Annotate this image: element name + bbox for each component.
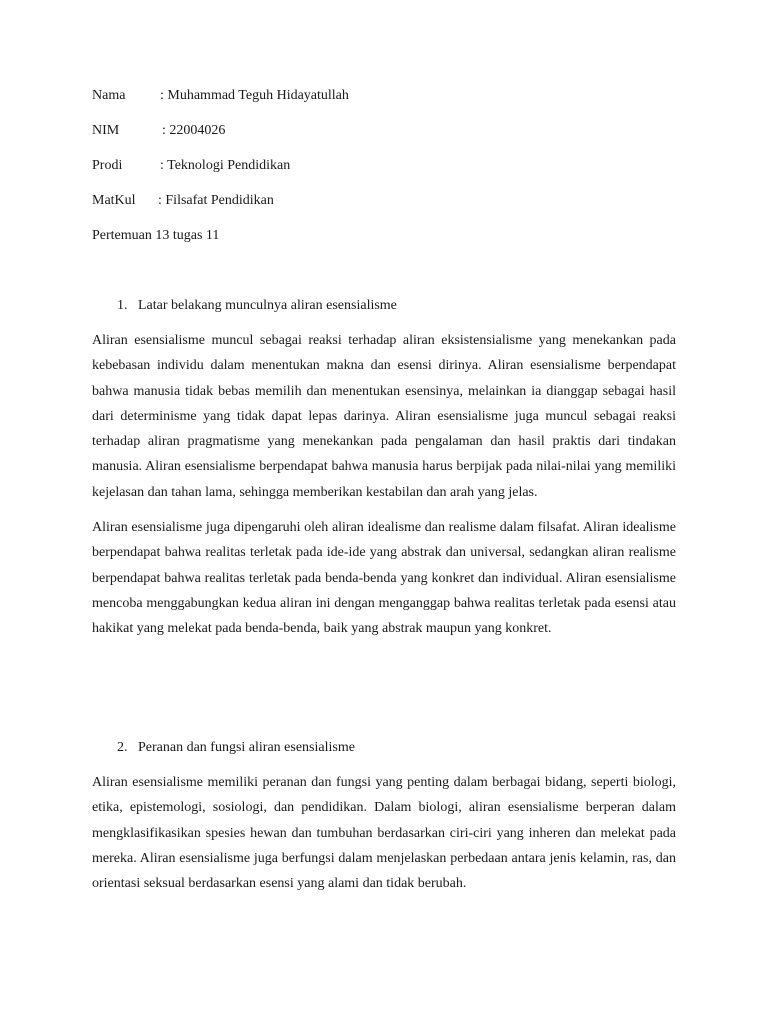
nim-row [92, 121, 676, 156]
name-value: : Muhammad Teguh Hidayatullah [160, 88, 349, 103]
nim-value: : 22004026 [162, 123, 226, 138]
section-heading [117, 738, 676, 758]
section-heading [117, 296, 676, 316]
section-title: Peranan dan fungsi aliran esensialisme [138, 740, 355, 755]
section-title: Latar belakang munculnya aliran esensialisme [138, 298, 397, 313]
meeting-info: Pertemuan 13 tugas 11 [92, 228, 220, 243]
prodi-value: : Teknologi Pendidikan [160, 158, 291, 173]
section-roles [92, 738, 676, 896]
nim-label: NIM [92, 123, 120, 138]
paragraph: Aliran esensialisme memiliki peranan dan fungsi yang penting dalam berbagai bidang, seperti biologi, etika, epistemologi, sosiologi, dan pendidikan. Dalam biologi, aliran esensialisme berperan dalam mengklasifikasikan spesies hewan dan tumbuhan berdasarkan ciri-ciri yang inheren dan melekat pada mereka. Aliran esensialisme juga berfungsi dalam menjelaskan perbedaan antara jenis kelamin, ras, dan orientasi seksual berdasarkan esensi yang alami dan tidak berubah. [92, 775, 676, 892]
prodi-row [92, 156, 676, 191]
section-background [92, 296, 676, 642]
name-row [92, 86, 676, 121]
matkul-label: MatKul [92, 193, 136, 208]
paragraph: Aliran esensialisme juga dipengaruhi oleh aliran idealisme dan realisme dalam filsafat. Aliran idealisme berpendapat bahwa realitas terletak pada ide-ide yang abstrak dan universal, sedangkan aliran realisme berpendapat bahwa realitas terletak pada benda-benda yang konkret dan individual. Aliran esensialisme mencoba menggabungkan kedua aliran ini dengan menganggap bahwa realitas terletak pada esensi atau hakikat yang melekat pada benda-benda, baik yang abstrak maupun yang konkret. [92, 520, 676, 637]
section-number: 2. [117, 740, 128, 755]
name-label: Nama [92, 88, 126, 103]
student-identity [92, 86, 676, 246]
prodi-label: Prodi [92, 158, 123, 173]
matkul-value: : Filsafat Pendidikan [158, 193, 274, 208]
section-number: 1. [117, 298, 128, 313]
matkul-row [92, 191, 676, 226]
paragraph: Aliran esensialisme muncul sebagai reaksi terhadap aliran eksistensialisme yang menekankan pada kebebasan individu dalam menentukan makna dan esensi dirinya. Aliran esensialisme berpendapat bahwa manusia tidak bebas memilih dan menentukan esensinya, melainkan ia dianggap sebagai hasil dari determinisme yang tidak dapat lepas darinya. Aliran esensialisme juga muncul sebagai reaksi terhadap aliran pragmatisme yang menekankan pada pengalaman dan hasil praktis dari tindakan manusia. Aliran esensialisme berpendapat bahwa manusia harus berpijak pada nilai-nilai yang memiliki kejelasan dan tahan lama, sehingga memberikan kestabilan dan arah yang jelas. [92, 333, 676, 500]
